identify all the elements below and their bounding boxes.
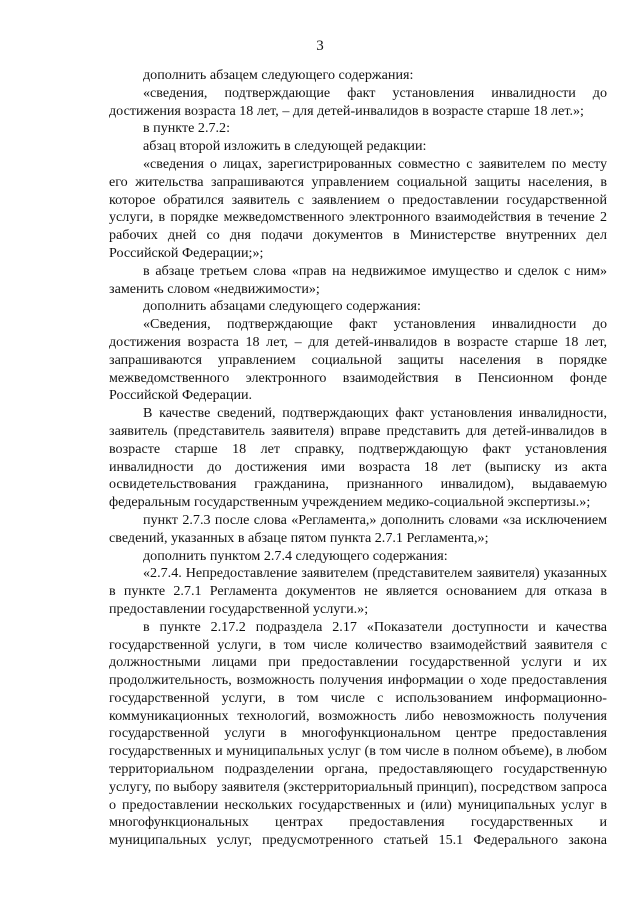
paragraph: «сведения, подтверждающие факт установления инвалидности до достижения возраста 18 лет, – для детей-инвалидов в возрасте старше 18 лет.»; xyxy=(109,84,607,119)
paragraph: «сведения о лицах, зарегистрированных совместно с заявителем по месту его жительства запрашиваются управлением социальной защиты населения, в которое обратился заявитель с заявлением о предоставлении государственной услуги, в порядке межведомственного электронного взаимодействия в течение 2 рабочих дней со дня подачи документов в Министерстве внутренних дел Российской Федерации;»; xyxy=(109,155,607,261)
paragraph: дополнить пунктом 2.7.4 следующего содержания: xyxy=(143,547,448,564)
paragraph: «2.7.4. Непредоставление заявителем (представителем заявителя) указанных в пункте 2.7.1 Регламента документов не является основанием для отказа в предоставлении государственной услуги.»; xyxy=(109,565,607,617)
paragraph: в абзаце третьем слова «прав на недвижимое имущество и сделок с ним» заменить словом «недвижимости»; xyxy=(109,262,607,297)
document-body xyxy=(109,67,607,850)
paragraph: В качестве сведений, подтверждающих факт установления инвалидности, заявитель (представитель заявителя) вправе представить для детей-инвалидов в возрасте старше 18 лет справку, подтверждающую факт установления инвалидности до достижения ими возраста 18 лет (выписку из акта освидетельствования гражданина, признанного инвалидом), выдаваемую федеральным государственным учреждением медико-социальной экспертизы.»; xyxy=(109,405,607,511)
paragraph: «Сведения, подтверждающие факт установления инвалидности до достижения возраста 18 лет, – для детей-инвалидов в возрасте старше 18 лет, запрашиваются управлением социальной защиты населения в порядке межведомственного электронного взаимодействия в Пенсионном фонде Российской Федерации. xyxy=(109,316,607,404)
paragraph: дополнить абзацами следующего содержания: xyxy=(143,298,421,315)
paragraph: абзац второй изложить в следующей редакции: xyxy=(143,138,427,155)
paragraph: в пункте 2.17.2 подраздела 2.17 «Показатели доступности и качества государственной услуги, в том числе количество взаимодействий заявителя с должностными лицами при предоставлении государственной услуги и их продолжительность, возможность получения информации о ходе предоставления государственной услуги, в том числе с использованием информационно-коммуникационных технологий, возможность либо невозможность получения государственной услуги в многофункциональном центре предоставления государственных и муниципальных услуг (в том числе в полном объеме), в любом территориальном подразделении органа, предоставляющего государственную услугу, по выбору заявителя (экстерриториальный принцип), посредством запроса о предоставлении нескольких государственных и (или) муниципальных услуг в многофункциональных центрах предоставления государственных и муниципальных услуг, предусмотренного статьей 15.1 Федерального закона xyxy=(109,618,607,849)
paragraph: в пункте 2.7.2: xyxy=(143,120,231,137)
paragraph: пункт 2.7.3 после слова «Регламента,» дополнить словами «за исключением сведений, указанных в абзаце пятом пункта 2.7.1 Регламента,»; xyxy=(109,511,607,546)
page-number: 3 xyxy=(316,38,324,54)
paragraph: дополнить абзацем следующего содержания: xyxy=(143,67,414,83)
